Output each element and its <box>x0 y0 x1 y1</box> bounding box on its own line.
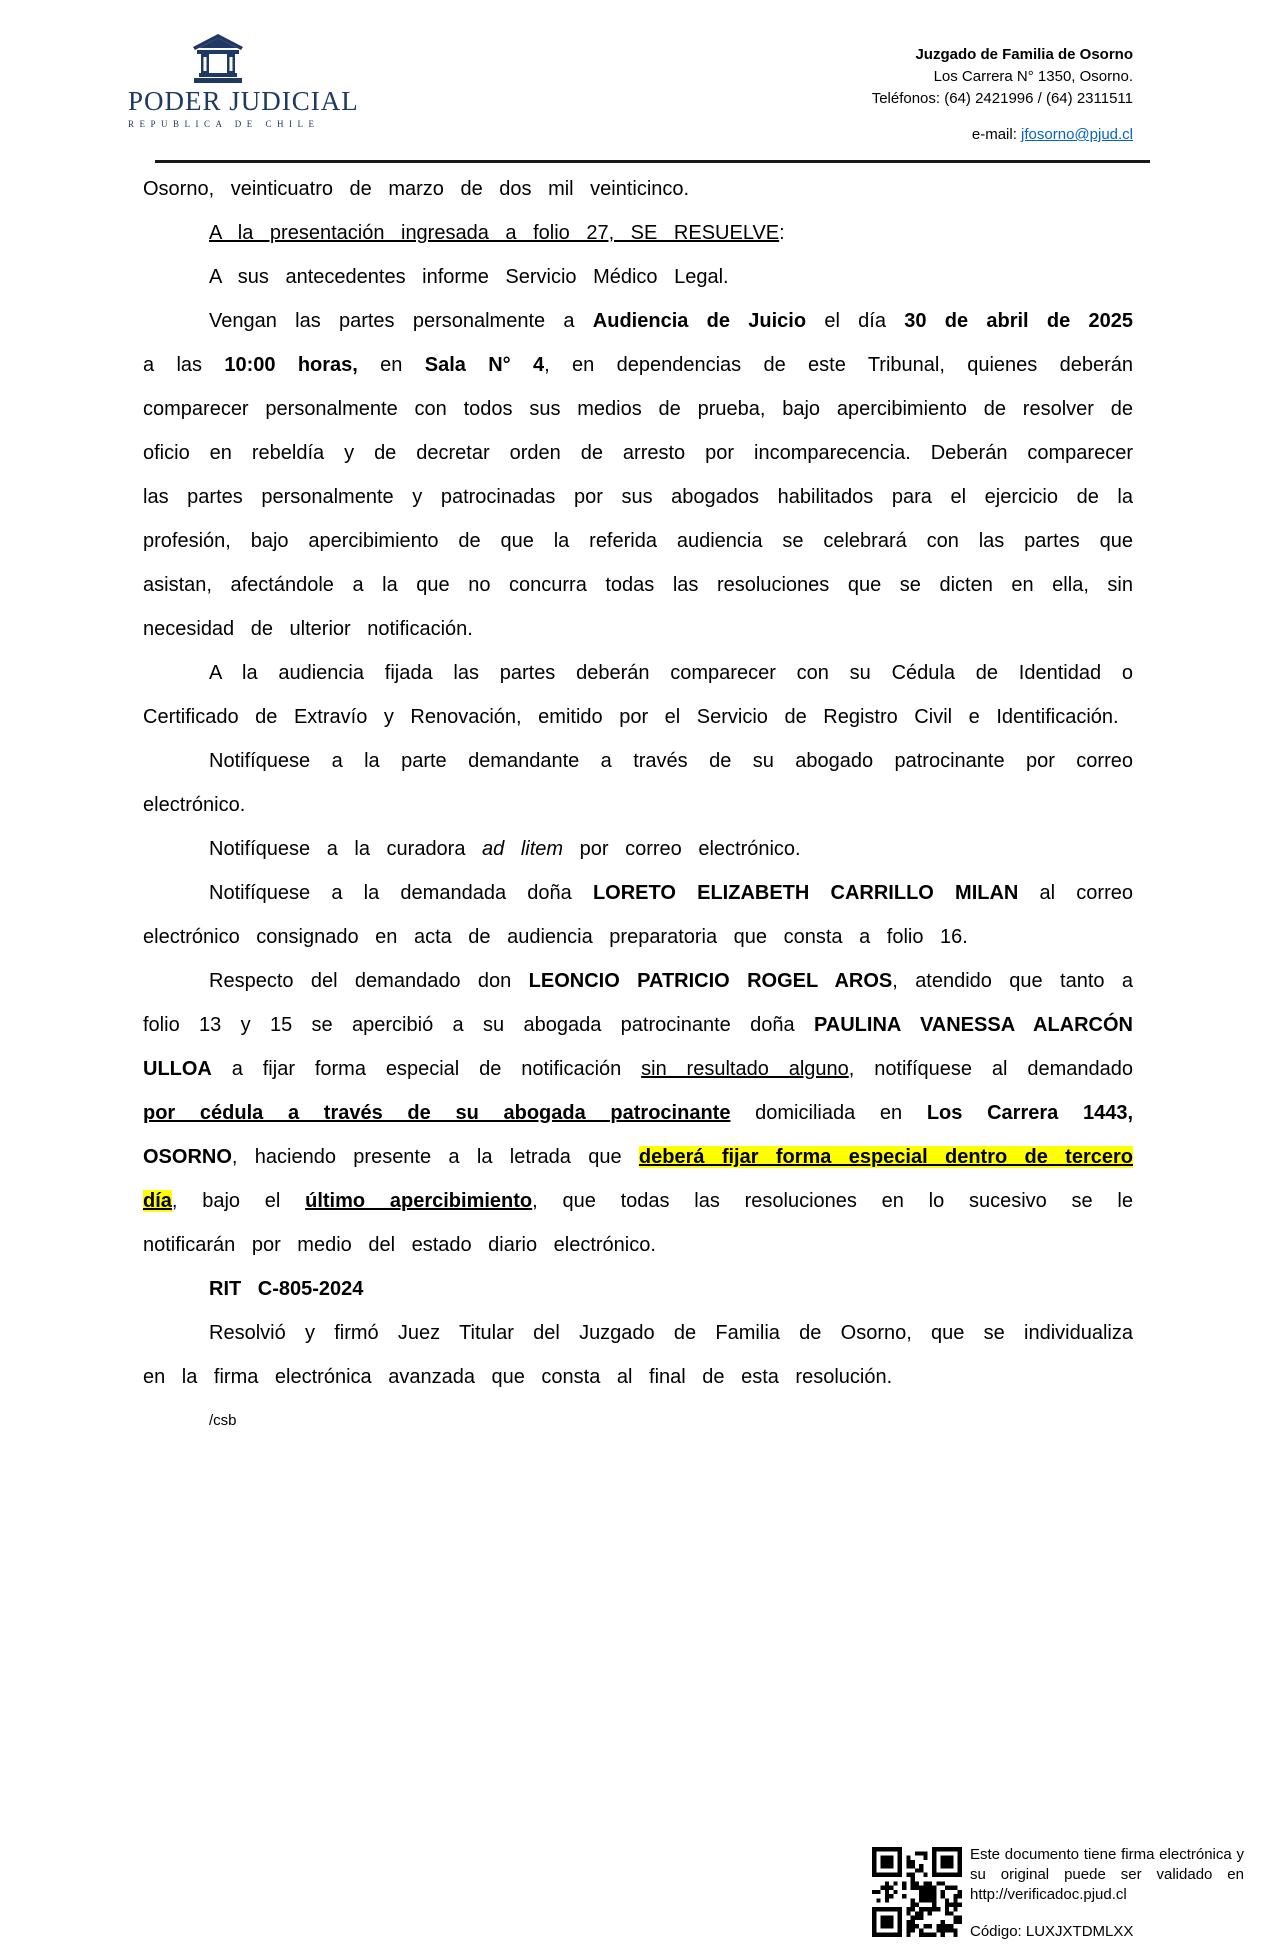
document-body <box>143 167 1133 1443</box>
text-run: por cédula a través de su abogada patrocinante <box>143 1102 731 1124</box>
text-run: ad litem <box>482 838 564 860</box>
paragraph <box>143 871 1133 959</box>
text-run: Notifíquese a la curadora <box>209 838 483 860</box>
text-run: a las <box>143 354 225 376</box>
text-run: LORETO ELIZABETH CARRILLO MILAN <box>592 882 1019 904</box>
paragraph <box>143 299 1133 651</box>
text-run: a fijar forma especial de notificación <box>211 1058 642 1080</box>
paragraph <box>143 739 1133 827</box>
courthouse-icon <box>191 34 245 84</box>
text-run: el día <box>806 310 905 332</box>
logo-subtitle: REPUBLICA DE CHILE <box>128 119 320 129</box>
paragraph <box>143 651 1133 739</box>
text-run: por correo electrónico. <box>563 838 801 860</box>
qr-code <box>872 1847 962 1937</box>
text-run: LEONCIO PATRICIO ROGEL AROS <box>528 970 893 992</box>
text-run: al correo electrónico consignado en acta de audiencia preparatoria que consta a folio 16. <box>143 882 1133 948</box>
court-name: Juzgado de Familia de Osorno <box>915 46 1133 63</box>
validation-text: Este documento tiene firma electrónica y su original puede ser validado en http://verificadoc.pjud.cl <box>970 1846 1244 1903</box>
court-email-line <box>872 124 1133 146</box>
validation-block <box>970 1845 1244 1942</box>
logo-title: PODER JUDICIAL <box>128 86 359 116</box>
text-run: A la presentación ingresada a folio 27, SE RESUELVE <box>209 222 780 244</box>
document-header <box>0 0 1275 163</box>
text-run: domiciliada en <box>730 1102 927 1124</box>
court-info <box>872 44 1133 146</box>
paragraph <box>143 827 1133 871</box>
paragraph <box>143 1399 1133 1443</box>
verification-code: Código: LUXJXTDMLXX <box>970 1923 1134 1940</box>
paragraph <box>143 1311 1133 1399</box>
court-phones: Teléfonos: (64) 2421996 / (64) 2311511 <box>871 90 1133 107</box>
text-run: , en dependencias de este Tribunal, quienes deberán comparecer personalmente con todos sus medios de prueba, bajo apercibimiento de resolver de oficio en rebeldía y de decretar orden de arresto por incomparecencia. Deberán comparecer las partes personalmente y patrocinadas por sus abogados habilitados para el ejercicio de la profesión, bajo apercibimiento de que la referida audiencia se celebrará con las partes que asistan, afectándole a la que no concurra todas las resoluciones que se dicten en ella, sin necesidad de ulterior notificación. <box>143 354 1134 640</box>
text-run: , haciendo presente a la letrada que <box>231 1146 639 1168</box>
text-run: Resolvió y firmó Juez Titular del Juzgado de Familia de Osorno, que se individualiza en la firma electrónica avanzada que consta al final de esta resolución. <box>143 1322 1133 1388</box>
text-run: deberá fijar forma especial dentro de tercero día <box>143 1146 1133 1212</box>
header-divider <box>155 160 1150 163</box>
text-run: Notifíquese a la parte demandante a través de su abogado patrocinante por correo electrónico. <box>143 750 1133 816</box>
email-label: e-mail: <box>971 126 1017 143</box>
text-run: Sala N° 4 <box>424 354 545 376</box>
paragraph <box>143 959 1133 1267</box>
paragraph <box>143 255 1133 299</box>
pjud-logo <box>128 34 359 129</box>
text-run: 30 de abril de 2025 <box>904 310 1133 332</box>
text-run: A sus antecedentes informe Servicio Médico Legal. <box>209 266 729 288</box>
text-run: , bajo el <box>171 1190 306 1212</box>
paragraph <box>143 211 1133 255</box>
email-link[interactable]: jfosorno@pjud.cl <box>1021 126 1133 143</box>
text-run: , atendido que tanto a folio 13 y 15 se apercibió a su abogada patrocinante doña <box>143 970 1134 1036</box>
text-run: Audiencia de Juicio <box>592 310 807 332</box>
text-run: último apercibimiento <box>305 1190 533 1212</box>
text-run: sin resultado alguno <box>641 1058 849 1080</box>
text-run: Vengan las partes personalmente a <box>209 310 593 332</box>
text-run: 10:00 horas, <box>224 354 358 376</box>
text-run: RIT C-805-2024 <box>209 1278 364 1300</box>
text-run: Los Carrera 1443, OSORNO <box>143 1102 1134 1168</box>
paragraph <box>143 1267 1133 1311</box>
text-run: PAULINA VANESSA ALARCÓN ULLOA <box>143 1014 1133 1080</box>
text-run: en <box>357 354 425 376</box>
text-run: : <box>779 222 785 244</box>
text-run: , que todas las resoluciones en lo sucesivo se le notificarán por medio del estado diario electrónico. <box>143 1190 1133 1256</box>
text-run: Notifíquese a la demandada doña <box>209 882 593 904</box>
paragraph <box>143 167 1133 211</box>
court-address: Los Carrera N° 1350, Osorno. <box>933 68 1133 85</box>
text-run: /csb <box>209 1412 237 1429</box>
text-run: Osorno, veinticuatro de marzo de dos mil veinticinco. <box>143 178 690 200</box>
text-run: , notifíquese al demandado <box>848 1058 1133 1080</box>
text-run: Respecto del demandado don <box>209 970 529 992</box>
text-run: A la audiencia fijada las partes deberán comparecer con su Cédula de Identidad o Certificado de Extravío y Renovación, emitido por el Servicio de Registro Civil e Identificación. <box>143 662 1133 728</box>
